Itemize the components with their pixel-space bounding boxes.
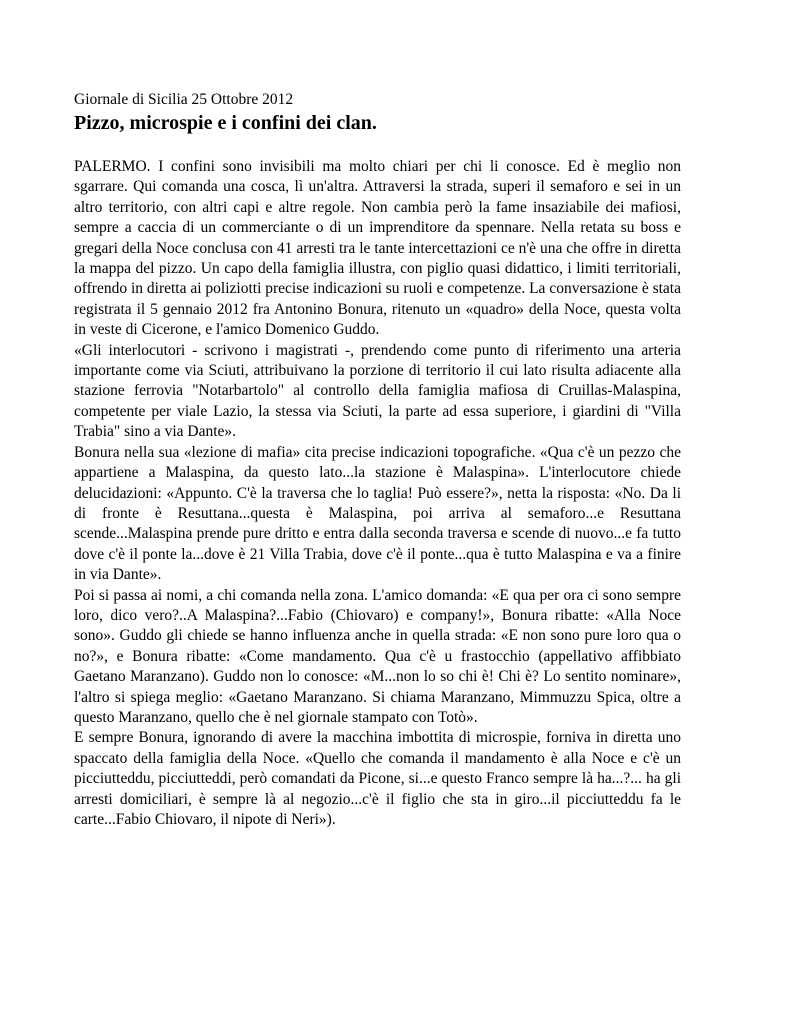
article-source-date: Giornale di Sicilia 25 Ottobre 2012 [74, 91, 294, 108]
article-paragraph: Poi si passa ai nomi, a chi comanda nella zona. L'amico domanda: «E qua per ora ci sono sempre loro, dico vero?..A Malaspina?...Fabio (Chiovaro) e company!», Bonura ribatte: «Alla Noce sono». Guddo gli chiede se hanno influenza anche in quella strada: «E non sono pure loro qua o no?», e Bonura ribatte: «Come mandamento. Qua c'è u frastocchio (appellativo affibbiato Gaetano Maranzano). Guddo non lo conosce: «M...non lo so chi è! Chi è? Lo sentito nominare», l'altro si spiega meglio: «Gaetano Maranzano. Si chiama Maranzano, Mimmuzzu Spica, oltre a questo Maranzano, quello che è nel giornale stampato con Totò». [74, 586, 681, 726]
article-body [74, 157, 681, 830]
article-paragraph: E sempre Bonura, ignorando di avere la macchina imbottita di microspie, forniva in diretta uno spaccato della famiglia della Noce. «Quello che comanda il mandamento è alla Noce e c'è un picciutteddu, picciutteddi, però comandati da Picone, si...e questo Franco sempre là ha...?... ha gli arresti domiciliari, è sempre là al negozio...c'è il figlio che sta in giro...il picciutteddu fa le carte...Fabio Chiovaro, il nipote di Neri»). [74, 729, 681, 828]
article-paragraph: Bonura nella sua «lezione di mafia» cita precise indicazioni topografiche. «Qua c'è un pezzo che appartiene a Malaspina, da questo lato...la stazione è Malaspina». L'interlocutore chiede delucidazioni: «Appunto. C'è la traversa che lo taglia! Può essere?», netta la risposta: «No. Da li di fronte è Resuttana...questa è Malaspina, poi arriva al semaforo...e Resuttana scende...Malaspina prende pure dritto e entra dalla seconda traversa e scende di nuovo...e fa tutto dove c'è il ponte la...dove è 21 Villa Trabia, dove c'è il ponte...qua è tutto Malaspina e va a finire in via Dante». [74, 443, 681, 584]
article-paragraph: PALERMO. I confini sono invisibili ma molto chiari per chi li conosce. Ed è meglio non sgarrare. Qui comanda una cosca, lì un'altra. Attraversi la strada, superi il semaforo e sei in un altro territorio, con altri capi e altre regole. Non cambia però la fame insaziabile dei mafiosi, sempre a caccia di un commerciante o di un imprenditore da spennare. Nella retata su boss e gregari della Noce conclusa con 41 arresti tra le tante intercettazioni ce n'è una che offre in diretta la mappa del pizzo. Un capo della famiglia illustra, con piglio quasi didattico, i limiti territoriali, offrendo in diretta ai poliziotti precise indicazioni su ruoli e competenze. La conversazione è stata registrata il 5 gennaio 2012 fra Antonino Bonura, ritenuto un «quadro» della Noce, questa volta in veste di Cicerone, e l'amico Domenico Guddo. [74, 158, 681, 339]
article-title: Pizzo, microspie e i confini dei clan. [74, 112, 377, 134]
article-paragraph: «Gli interlocutori - scrivono i magistrati -, prendendo come punto di riferimento una arteria importante come via Sciuti, attribuivano la porzione di territorio il cui lato risulta adiacente alla stazione ferrovia "Notarbartolo" al controllo della famiglia mafiosa di Cruillas-Malaspina, competente per viale Lazio, la stessa via Sciuti, la parte ad essa superiore, i giardini di "Villa Trabia" sino a via Dante». [74, 341, 681, 441]
document-page [74, 90, 681, 830]
